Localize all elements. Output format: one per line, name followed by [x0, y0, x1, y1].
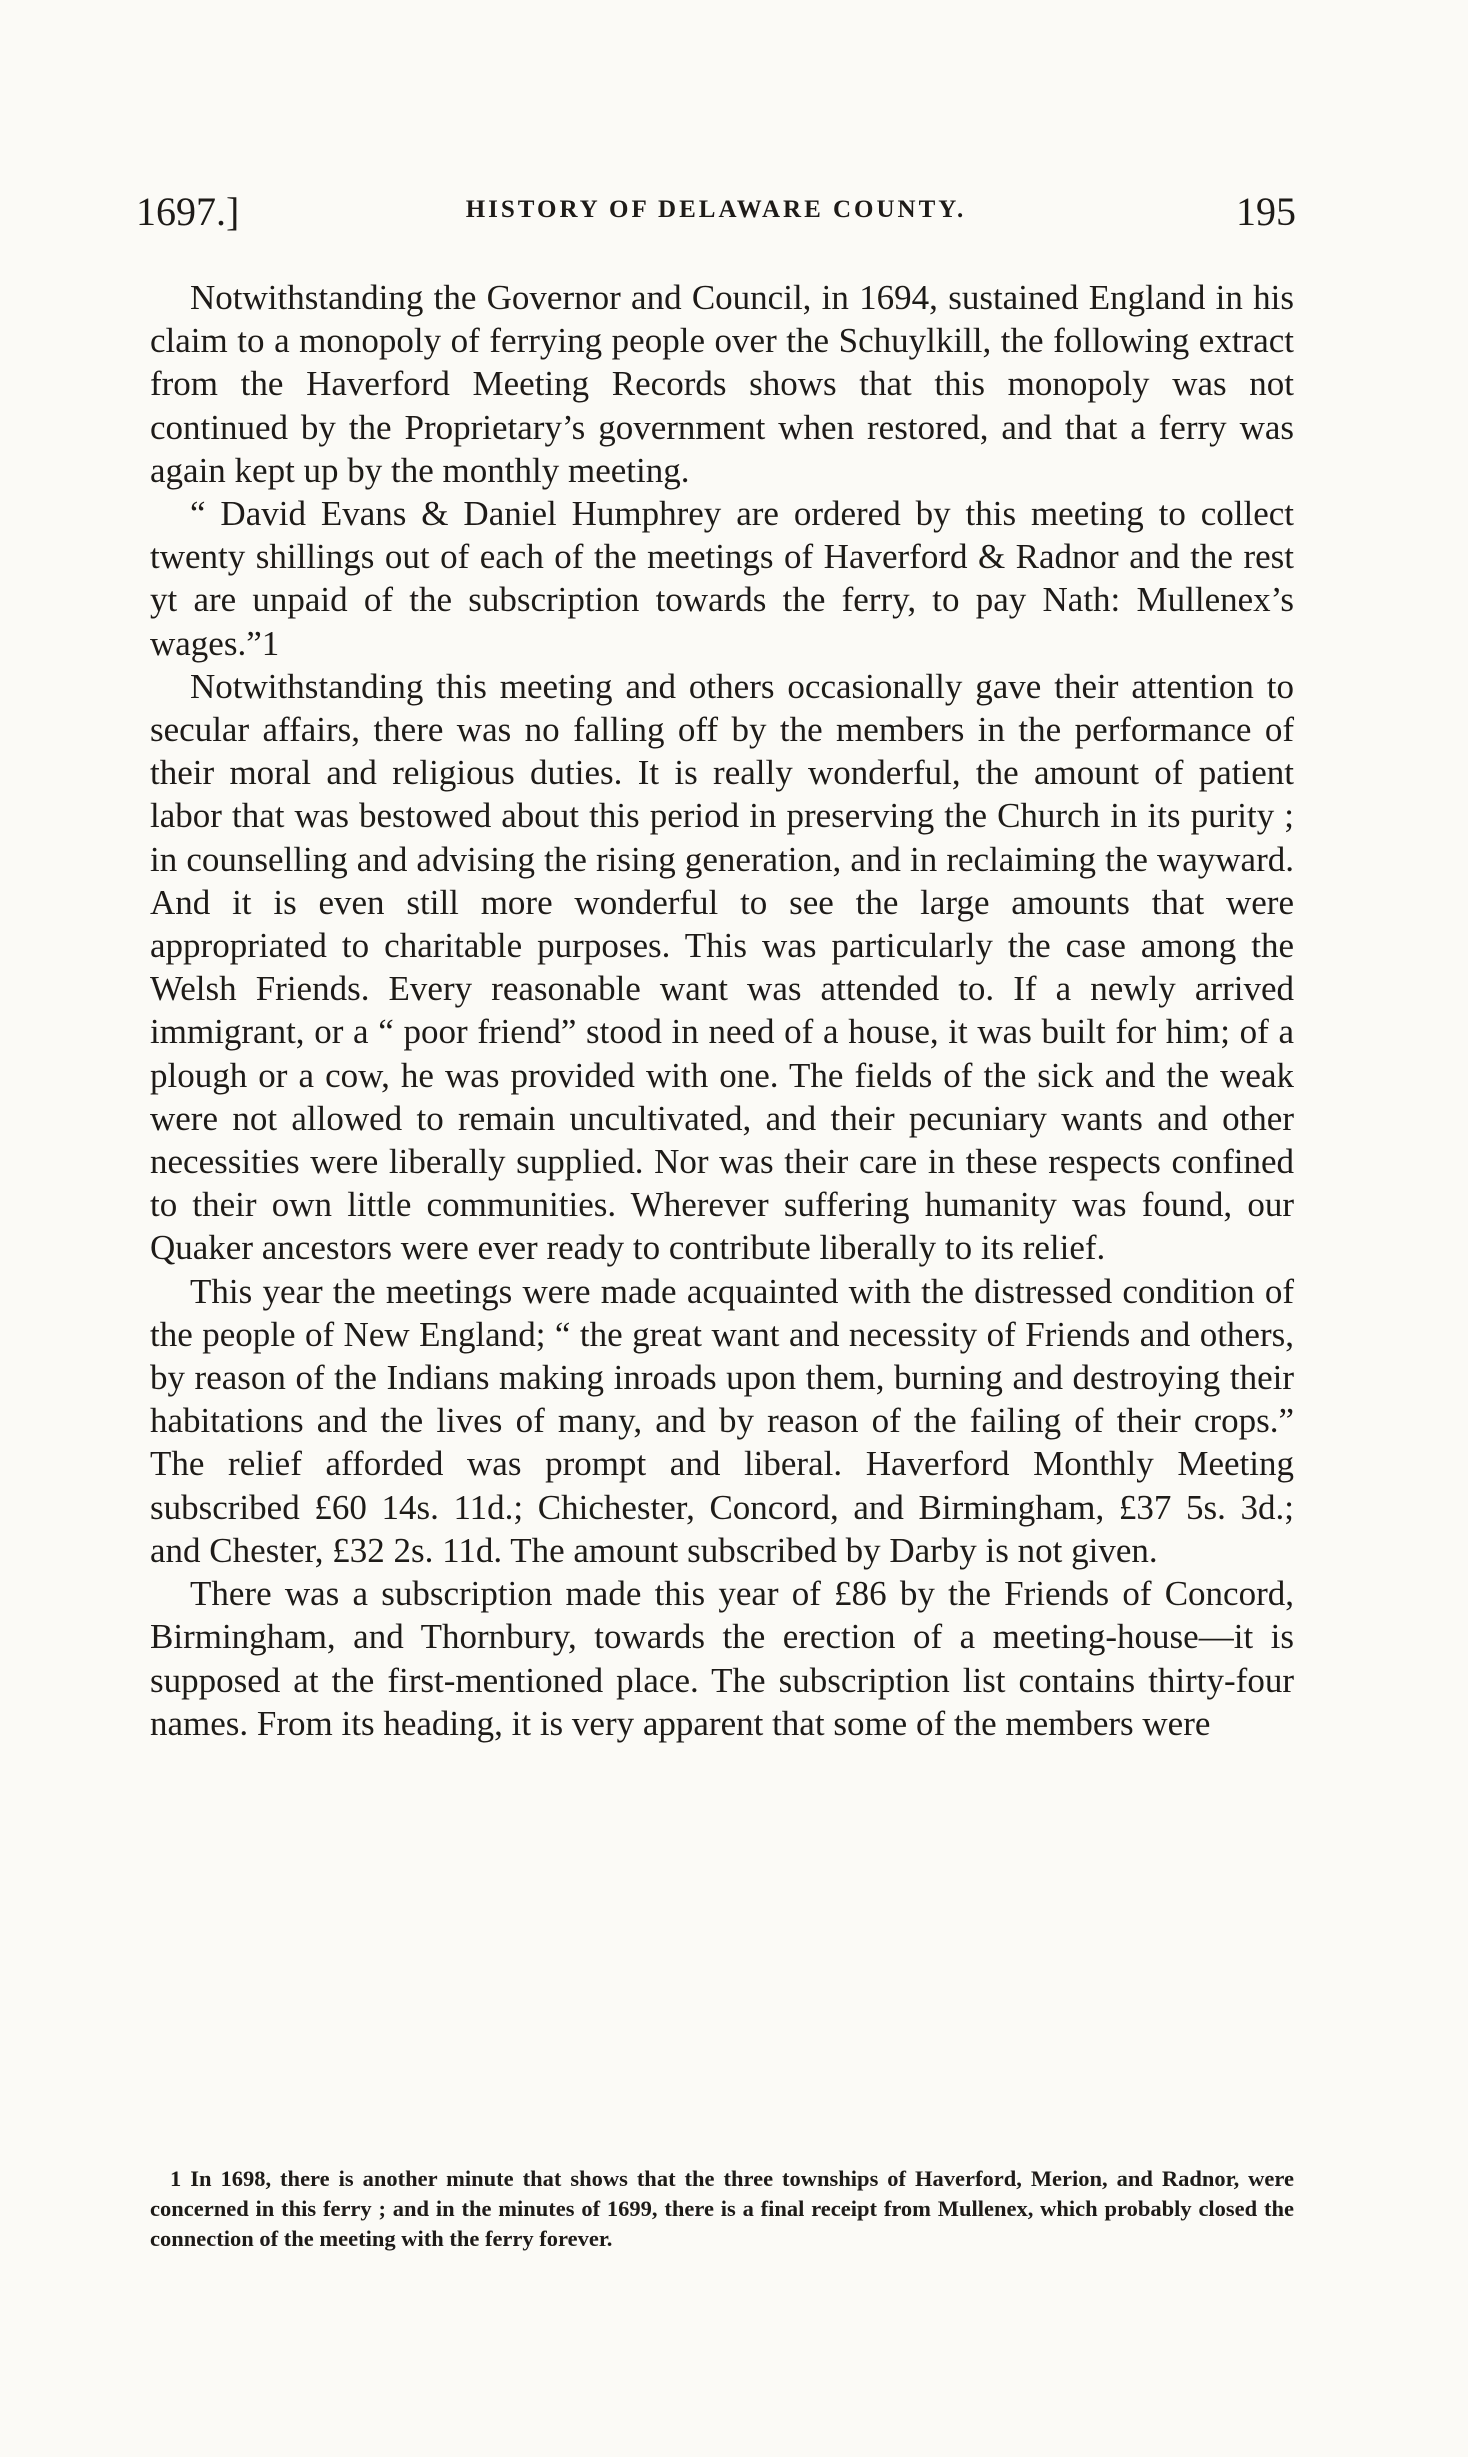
paragraph-charity: Notwithstanding this meeting and others occasionally gave their attention to secular affairs, there was no falling off by the members in the performance of their moral and religious duties. It is really wonderful, the amount of patient labor that was bestowed about this period in preserving the Church in its purity ; in counselling and advising the rising generation, and in reclaiming the wayward. And it is even still more wonderful to see the large amounts that were appropriated to charitable purposes. This was particularly the case among the Welsh Friends. Every reasonable want was attended to. If a newly arrived immigrant, or a “ poor friend” stood in need of a house, it was built for him; of a plough or a cow, he was provided with one. The fields of the sick and the weak were not allowed to remain uncultivated, and their pecuniary wants and other necessities were liberally supplied. Nor was their care in these respects confined to their own little communities. Wherever suffering humanity was found, our Quaker ancestors were ever ready to contribute liberally to its relief. — [150, 666, 1294, 1268]
paragraph-meeting-quote: “ David Evans & Daniel Humphrey are ordered by this meeting to collect twenty shillings out of each of the meetings of Haverford & Radnor and the rest yt are unpaid of the subscription towards the ferry, to pay Nath: Mullenex’s wages.”1 — [150, 494, 1294, 663]
paragraph-new-england-relief: This year the meetings were made acquainted with the distressed condition of the people of New England; “ the great want and necessity of Friends and others, by reason of the Indians making inroads upon them, burning and destroying their habitations and the lives of many, and by reason of the failing of their crops.” The relief afforded was prompt and liberal. Haverford Monthly Meeting subscribed £60 14s. 11d.; Chichester, Concord, and Birmingham, £37 5s. 3d.; and Chester, £32 2s. 11d. The amount subscribed by Darby is not given. — [150, 1271, 1294, 1570]
header-year: 1697.] — [136, 189, 240, 234]
running-header — [136, 188, 1296, 240]
page-number: 195 — [1236, 189, 1296, 234]
paragraph-meeting-house: There was a subscription made this year of £86 by the Friends of Concord, Birmingham, and Thornbury, towards the erection of a meeting-house—it is supposed at the first-mentioned place. The subscription list contains thirty-four names. From its heading, it is very apparent that some of the members were — [150, 1574, 1294, 1743]
header-title: HISTORY OF DELAWARE COUNTY. — [465, 196, 967, 223]
page-body — [150, 276, 1294, 1745]
paragraph-ferry-monopoly: Notwithstanding the Governor and Council, in 1694, sustained England in his claim to a monopoly of ferrying people over the Schuylkill, the following extract from the Haverford Meeting Records shows that this monopoly was not continued by the Proprietary’s government when restored, and that a ferry was again kept up by the monthly meeting. — [150, 278, 1294, 490]
footnote: 1 In 1698, there is another minute that shows that the three townships of Haverford, Merion, and Radnor, were concerned in this ferry ; and in the minutes of 1699, there is a final receipt from Mullenex, which probably closed the connection of the meeting with the ferry forever. — [150, 2166, 1294, 2251]
